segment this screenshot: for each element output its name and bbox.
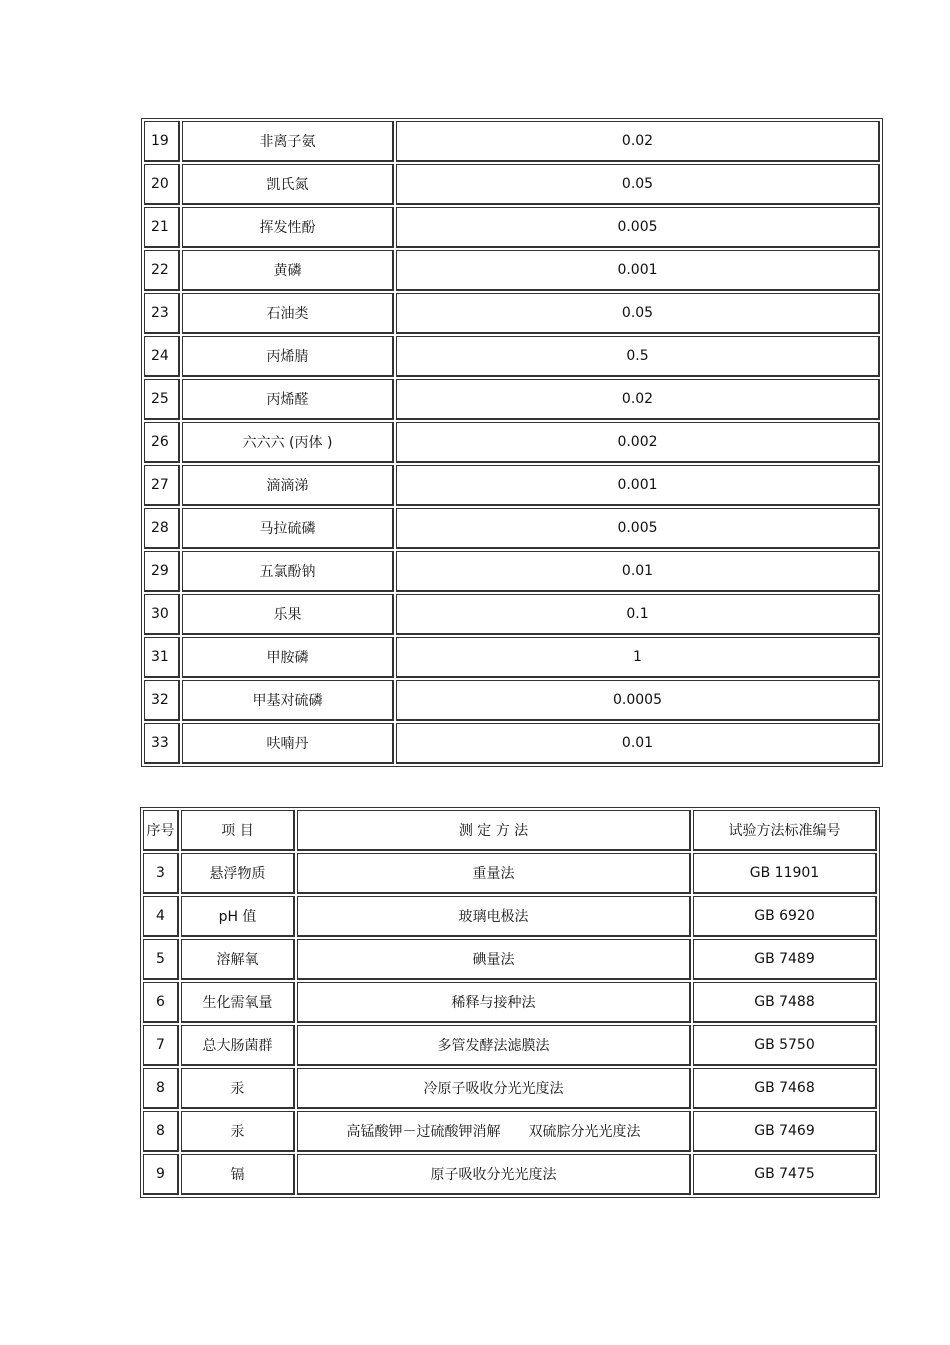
- table-row: [144, 164, 880, 205]
- header-item: 项 目: [181, 810, 295, 851]
- item-name: 滴滴涕: [182, 465, 394, 506]
- row-number: 29: [144, 551, 180, 592]
- row-number: 26: [144, 422, 180, 463]
- row-number: 27: [144, 465, 180, 506]
- standard-code: GB 7489: [693, 939, 877, 980]
- table-row: [143, 1154, 877, 1195]
- item-name: 五氯酚钠: [182, 551, 394, 592]
- methods-table-body: [143, 810, 877, 1195]
- row-number: 3: [143, 853, 179, 894]
- method-name: 重量法: [297, 853, 691, 894]
- item-name: 甲胺磷: [182, 637, 394, 678]
- table-row: [144, 379, 880, 420]
- row-number: 30: [144, 594, 180, 635]
- table-row: [144, 250, 880, 291]
- item-name: 悬浮物质: [181, 853, 295, 894]
- method-name: 冷原子吸收分光光度法: [297, 1068, 691, 1109]
- standard-code: GB 7475: [693, 1154, 877, 1195]
- table-row: [144, 121, 880, 162]
- item-name: 石油类: [182, 293, 394, 334]
- row-number: 9: [143, 1154, 179, 1195]
- table-row: [143, 1068, 877, 1109]
- standard-code: GB 11901: [693, 853, 877, 894]
- method-name: 碘量法: [297, 939, 691, 980]
- limit-value: 0.005: [396, 508, 880, 549]
- limit-value: 0.05: [396, 293, 880, 334]
- standard-code: GB 5750: [693, 1025, 877, 1066]
- limit-value: 0.02: [396, 121, 880, 162]
- row-number: 19: [144, 121, 180, 162]
- row-number: 7: [143, 1025, 179, 1066]
- table-row: [144, 723, 880, 764]
- item-name: 总大肠菌群: [181, 1025, 295, 1066]
- row-number: 28: [144, 508, 180, 549]
- item-name: 汞: [181, 1111, 295, 1152]
- item-name: 马拉硫磷: [182, 508, 394, 549]
- item-name: 挥发性酚: [182, 207, 394, 248]
- table-row: [144, 207, 880, 248]
- method-name: 玻璃电极法: [297, 896, 691, 937]
- table-row: [144, 551, 880, 592]
- limit-value: 1: [396, 637, 880, 678]
- table-row: [143, 896, 877, 937]
- limit-value: 0.05: [396, 164, 880, 205]
- item-name: 汞: [181, 1068, 295, 1109]
- header-method: 测 定 方 法: [297, 810, 691, 851]
- row-number: 6: [143, 982, 179, 1023]
- item-name: 镉: [181, 1154, 295, 1195]
- table-row: [144, 293, 880, 334]
- table-row: [144, 336, 880, 377]
- item-name: 乐果: [182, 594, 394, 635]
- limits-table-body: [144, 121, 880, 764]
- table-row: [143, 939, 877, 980]
- limit-value: 0.001: [396, 465, 880, 506]
- item-name: 生化需氧量: [181, 982, 295, 1023]
- standard-code: GB 7469: [693, 1111, 877, 1152]
- limit-value: 0.01: [396, 551, 880, 592]
- item-name: 非离子氨: [182, 121, 394, 162]
- item-name: 甲基对硫磷: [182, 680, 394, 721]
- row-number: 25: [144, 379, 180, 420]
- standard-code: GB 7488: [693, 982, 877, 1023]
- item-name: 呋喃丹: [182, 723, 394, 764]
- header-standard: 试验方法标准编号: [693, 810, 877, 851]
- table-row: [143, 1025, 877, 1066]
- limit-value: 0.005: [396, 207, 880, 248]
- item-name: pH 值: [181, 896, 295, 937]
- method-name: 稀释与接种法: [297, 982, 691, 1023]
- limit-value: 0.1: [396, 594, 880, 635]
- item-name: 丙烯腈: [182, 336, 394, 377]
- row-number: 31: [144, 637, 180, 678]
- header-no: 序号: [143, 810, 179, 851]
- row-number: 4: [143, 896, 179, 937]
- row-number: 24: [144, 336, 180, 377]
- limit-value: 0.5: [396, 336, 880, 377]
- limit-value: 0.02: [396, 379, 880, 420]
- table-row: [144, 422, 880, 463]
- item-name: 丙烯醛: [182, 379, 394, 420]
- table-row: [144, 637, 880, 678]
- standard-code: GB 6920: [693, 896, 877, 937]
- item-name: 黄磷: [182, 250, 394, 291]
- item-name: 溶解氧: [181, 939, 295, 980]
- method-name: 高锰酸钾－过硫酸钾消解 双硫腙分光光度法: [297, 1111, 691, 1152]
- limit-value: 0.001: [396, 250, 880, 291]
- row-number: 21: [144, 207, 180, 248]
- table-row: [143, 1111, 877, 1152]
- row-number: 33: [144, 723, 180, 764]
- row-number: 5: [143, 939, 179, 980]
- table-row: [143, 853, 877, 894]
- table-row: [143, 982, 877, 1023]
- methods-table: [140, 807, 880, 1198]
- row-number: 8: [143, 1068, 179, 1109]
- table-row: [144, 680, 880, 721]
- item-name: 六六六 (丙体 ): [182, 422, 394, 463]
- limits-table: [141, 118, 883, 767]
- method-name: 原子吸收分光光度法: [297, 1154, 691, 1195]
- method-name: 多管发酵法滤膜法: [297, 1025, 691, 1066]
- row-number: 8: [143, 1111, 179, 1152]
- row-number: 32: [144, 680, 180, 721]
- table-row: [144, 594, 880, 635]
- limit-value: 0.01: [396, 723, 880, 764]
- methods-table-header-row: [143, 810, 877, 851]
- standard-code: GB 7468: [693, 1068, 877, 1109]
- limit-value: 0.002: [396, 422, 880, 463]
- row-number: 20: [144, 164, 180, 205]
- table-row: [144, 508, 880, 549]
- row-number: 23: [144, 293, 180, 334]
- row-number: 22: [144, 250, 180, 291]
- item-name: 凯氏氮: [182, 164, 394, 205]
- table-row: [144, 465, 880, 506]
- limit-value: 0.0005: [396, 680, 880, 721]
